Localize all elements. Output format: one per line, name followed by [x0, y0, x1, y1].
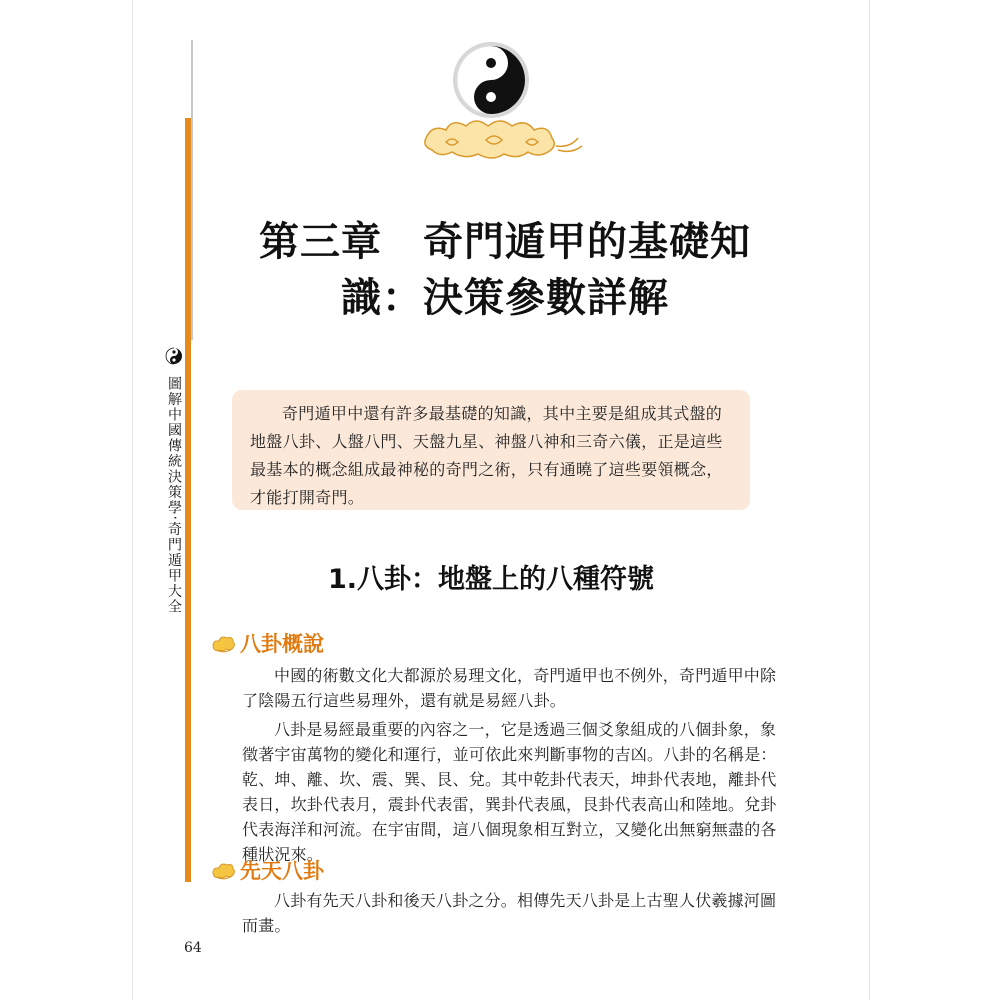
intro-text: 奇門遁甲中還有許多最基礎的知識，其中主要是組成其式盤的地盤八卦、人盤八門、天盤九星、神盤八神和三奇六儀，正是這些最基本的概念組成最神秘的奇門之術，只有通曉了這些要領概念，才能打開奇門。	[250, 404, 723, 507]
intro-box	[232, 390, 750, 510]
subsection-heading-text: 八卦概說	[240, 632, 324, 656]
auspicious-cloud-icon	[425, 121, 582, 158]
yin-yang-icon	[416, 38, 586, 168]
paragraph: 中國的術數文化大都源於易理文化，奇門遁甲也不例外，奇門遁甲中除了陰陽五行這些易理外，還有就是易經八卦。	[242, 666, 777, 710]
paragraph: 八卦是易經最重要的內容之一，它是透過三個爻象組成的八個卦象，象徵著宇宙萬物的變化和運行，並可依此來判斷事物的吉凶。八卦的名稱是：乾、坤、離、坎、震、巽、艮、兌。其中乾卦代表天，坤卦代表地，離卦代表日，坎卦代表月，震卦代表雷，巽卦代表風，艮卦代表高山和陸地。兌卦代表海洋和河流。在宇宙間，這八個現象相互對立，又變化出無窮無盡的各種狀況來。	[242, 720, 777, 864]
chapter-title-line-1: 第三章 奇門遁甲的基礎知	[259, 219, 751, 265]
section-title: 1.八卦：地盤上的八種符號	[327, 564, 655, 595]
side-yin-yang-icon	[165, 346, 183, 368]
subsection-heading-text: 先天八卦	[240, 859, 324, 883]
cloud-bullet-icon	[210, 859, 236, 881]
paragraph: 八卦有先天八卦和後天八卦之分。相傳先天八卦是上古聖人伏羲據河圖而畫。	[242, 891, 777, 935]
subsection-heading-1	[210, 628, 324, 658]
chapter-title-line-2: 識：決策參數詳解	[341, 275, 669, 321]
chapter-title	[200, 214, 810, 326]
page-number: 64	[184, 940, 202, 956]
cloud-bullet-icon	[210, 632, 236, 654]
margin-rule-gray	[191, 40, 193, 340]
book-title-vertical: 圖解中國傳統決策學‧奇門遁甲大全	[166, 376, 182, 615]
subsection-heading-2	[210, 855, 324, 885]
